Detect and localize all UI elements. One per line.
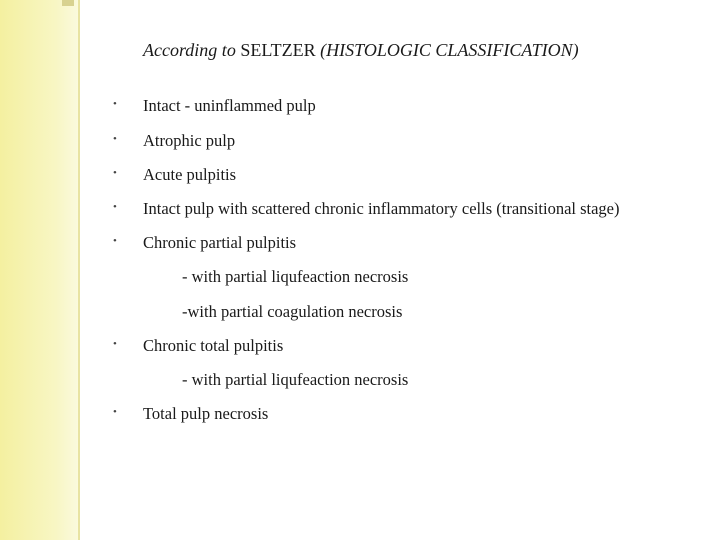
sub-list-item [0,370,720,394]
list-item-text: Atrophic pulp [143,131,236,150]
sub-list-item-text: -with partial coagulation necrosis [182,302,403,321]
sub-list-item [0,267,720,291]
list-item [0,199,720,223]
bullet-icon: • [113,406,117,418]
title-classification: (HISTOLOGIC CLASSIFICATION) [320,40,579,60]
bullet-icon: • [113,338,117,350]
sub-list-item-text: - with partial liqufeaction necrosis [182,267,409,286]
bullet-icon: • [113,167,117,179]
list-item [0,165,720,189]
bullet-icon: • [113,133,117,145]
list-item [0,336,720,360]
bullet-icon: • [113,201,117,213]
list-item [0,404,720,428]
list-item-text: Intact pulp with scattered chronic inflammatory cells (transitional stage) [143,199,620,218]
sub-list-item [0,302,720,326]
title-prefix: According to [143,40,236,60]
list-item-text: Intact - uninflammed pulp [143,96,316,115]
list-item [0,96,720,120]
bullet-icon: • [113,98,117,110]
slide-title [143,40,579,61]
list-item-text: Total pulp necrosis [143,404,269,423]
corner-ornament [62,0,74,6]
list-item-text: Chronic partial pulpitis [143,233,297,252]
bullet-icon: • [113,235,117,247]
sub-list-item-text: - with partial liqufeaction necrosis [182,370,409,389]
list-item-text: Acute pulpitis [143,165,237,184]
list-item-text: Chronic total pulpitis [143,336,284,355]
list-item [0,131,720,155]
list-item [0,233,720,257]
title-author: SELTZER [240,40,316,60]
